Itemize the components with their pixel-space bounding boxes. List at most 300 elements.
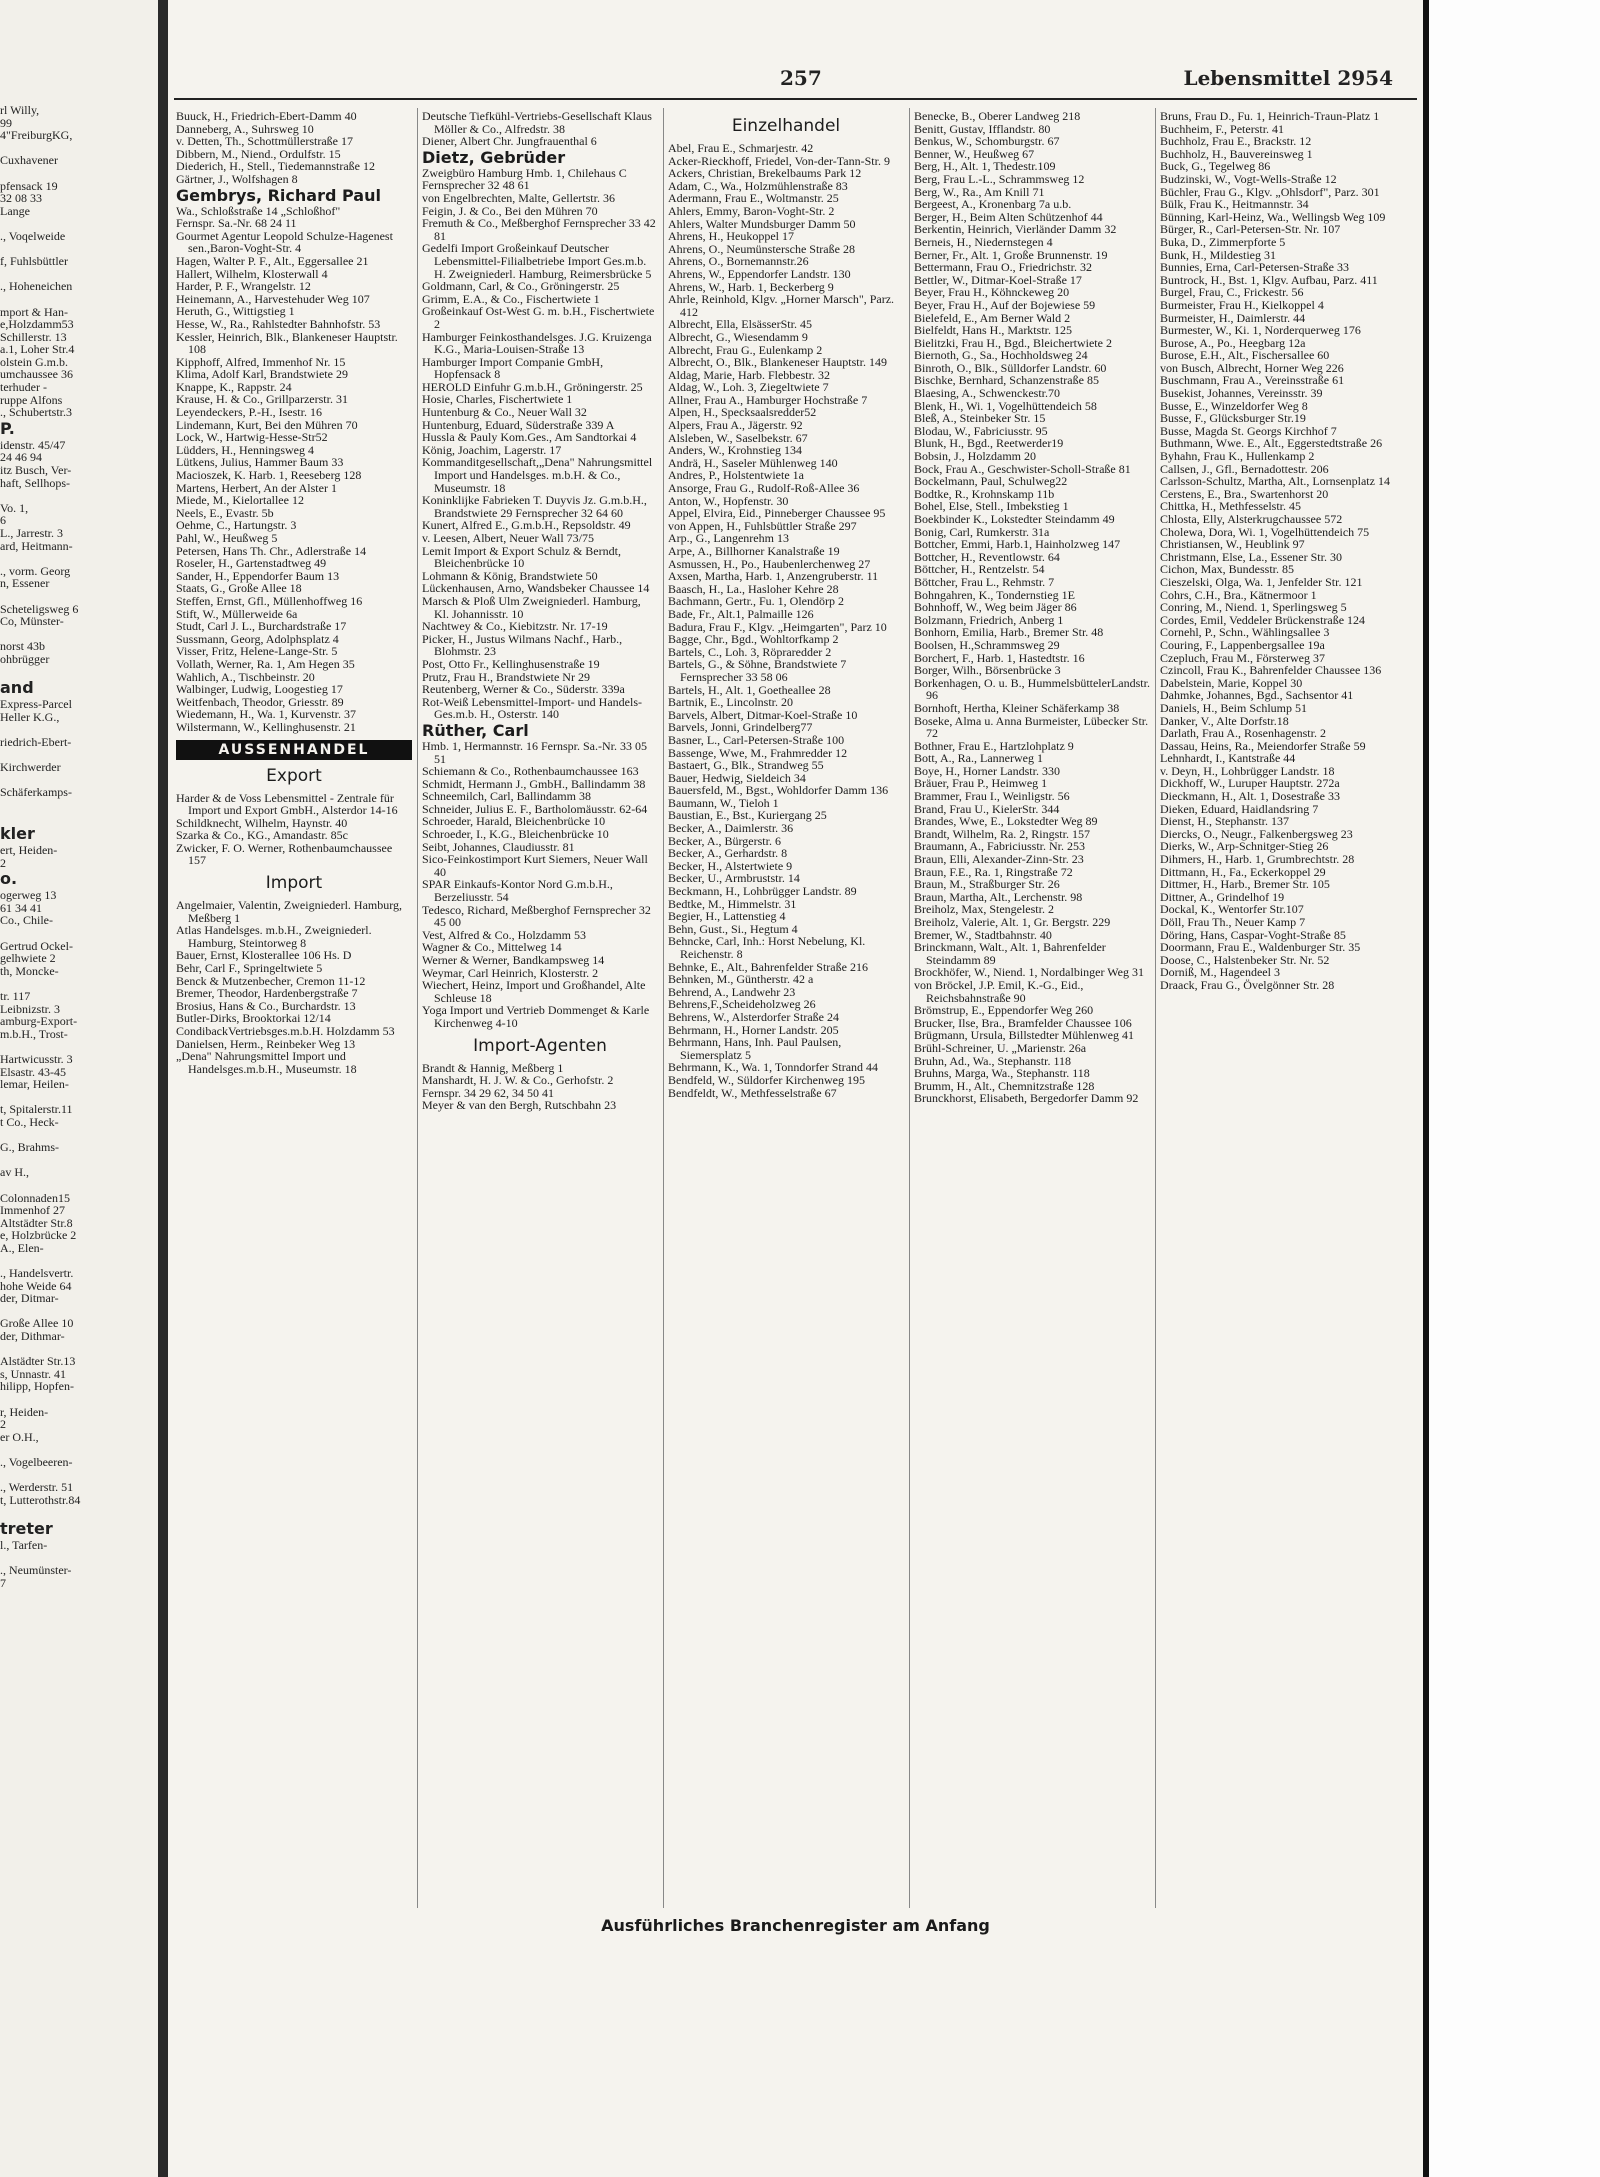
directory-entry: Harder, P. F., Wrangelstr. 12	[176, 279, 311, 294]
directory-entry: Bürger, R., Carl-Petersen-Str. Nr. 107	[1160, 222, 1341, 237]
directory-entry: Heinemann, A., Harvestehuder Weg 107	[176, 291, 370, 306]
left-page-line: Große Allee 10	[0, 1316, 74, 1331]
directory-entry: Draack, Frau G., Övelgönner Str. 28	[1160, 977, 1335, 992]
directory-entry: Allner, Frau A., Hamburger Hochstraße 7	[668, 392, 868, 407]
column-3	[668, 110, 904, 1910]
left-page-line: ., Schubertstr.3	[0, 405, 72, 420]
left-page-line: A., Elen-	[0, 1240, 44, 1255]
directory-entry: Wagner & Co., Mittelweg 14	[422, 940, 562, 955]
left-page-line: norst 43b	[0, 639, 45, 654]
left-page-line: olstein G.m.b.	[0, 354, 68, 369]
directory-entry: Post, Otto Fr., Kellinghusenstraße 19	[422, 656, 600, 671]
directory-entry: Hussla & Pauly Kom.Ges., Am Sandtorkai 4	[422, 430, 637, 445]
directory-entry: Hagen, Walter P. F., Alt., Eggersallee 21	[176, 253, 369, 268]
directory-entry: Kipphoff, Alfred, Immenhof Nr. 15	[176, 354, 346, 369]
left-page-line: 32 08 33	[0, 191, 42, 206]
left-page-line: ., Neumünster-	[0, 1563, 72, 1578]
directory-entry: Blenk, H., Wi. 1, Vogelhüttendeich 58	[914, 398, 1097, 413]
directory-entry: Bergeest, A., Kronenbarg 7a u.b.	[914, 197, 1072, 212]
left-page-line: a.1, Loher Str.4	[0, 342, 75, 357]
directory-entry: Behrens, W., Alsterdorfer Straße 24	[668, 1009, 839, 1024]
directory-entry: Christiansen, W., Heublink 97	[1160, 537, 1305, 552]
directory-entry: Brandt, Wilhelm, Ra. 2, Ringstr. 157	[914, 826, 1090, 841]
directory-entry: Benecke, B., Oberer Landweg 218	[914, 110, 1081, 123]
directory-entry: Walbinger, Ludwig, Loogestieg 17	[176, 682, 343, 697]
directory-entry: Marsch & Ploß Ulm Zweigniederl. Hamburg, Kl. Johannisstr. 10	[422, 593, 641, 621]
directory-entry: Daniels, H., Beim Schlump 51	[1160, 700, 1307, 715]
directory-entry: Schmidt, Hermann J., GmbH., Ballindamm 38	[422, 776, 646, 791]
directory-entry: Wiedemann, H., Wa. 1, Kurvenstr. 37	[176, 707, 356, 722]
directory-entry: Christmann, Else, La., Essener Str. 30	[1160, 549, 1342, 564]
directory-entry: Hamburger Import Companie GmbH, Hopfensack 8	[422, 354, 604, 382]
directory-entry: Bielitzki, Frau H., Bgd., Bleichertwiete 2	[914, 335, 1112, 350]
left-page-line: amburg-Export-	[0, 1014, 78, 1029]
directory-entry: Asmussen, H., Po., Haubenlerchenweg 27	[668, 556, 871, 571]
left-page-line: t, Lutterothstr.84	[0, 1492, 81, 1507]
left-page-line: 7	[0, 1575, 6, 1590]
left-page-line: ruppe Alfons	[0, 392, 63, 407]
directory-entry: Becker, A., Bürgerstr. 6	[668, 833, 781, 848]
left-page-line	[0, 799, 156, 812]
directory-entry: Behnke, E., Alt., Bahrenfelder Straße 216	[668, 959, 868, 974]
directory-entry: Dahmke, Johannes, Bgd., Sachsentor 41	[1160, 688, 1354, 703]
directory-entry: Blaesing, A., Schwenckestr.70	[914, 386, 1060, 401]
directory-entry: Berg, W., Ra., Am Knill 71	[914, 184, 1045, 199]
left-page-line: terhuder -	[0, 380, 47, 395]
directory-entry: Hallert, Wilhelm, Klosterwall 4	[176, 266, 328, 281]
directory-entry: Berkentin, Heinrich, Vierländer Damm 32	[914, 222, 1117, 237]
left-page-line	[0, 167, 156, 180]
directory-entry: Ahlers, Walter Mundsburger Damm 50	[668, 216, 856, 231]
directory-entry: Breiholz, Valerie, Alt. 1, Gr. Bergstr. 229	[914, 915, 1111, 929]
directory-entry: Acker-Rieckhoff, Friedel, Von-der-Tann-Str. 9	[668, 153, 890, 168]
left-page-line: riedrich-Ebert-	[0, 734, 72, 749]
directory-entry: Boye, H., Horner Landstr. 330	[914, 763, 1060, 778]
directory-entry: Busse, E., Winzeldorfer Weg 8	[1160, 398, 1308, 413]
directory-entry: Bade, Fr., Alt.1, Palmaille 126	[668, 606, 814, 621]
directory-entry: Angelmaier, Valentin, Zweigniederl. Hamburg, Meßberg 1	[176, 898, 403, 925]
directory-entry: Wa., Schloßstraße 14 „Schloßhof"	[176, 203, 341, 218]
directory-entry: Baumann, W., Tieloh 1	[668, 795, 779, 810]
directory-entry: Dittner, A., Grindelhof 19	[1160, 889, 1285, 904]
directory-entry: Brunckhorst, Elisabeth, Bergedorfer Damm 92	[914, 1091, 1139, 1106]
directory-entry: Lückenhausen, Arno, Wandsbeker Chaussee 14	[422, 581, 650, 596]
directory-entry: Bendfeldt, W., Methfesselstraße 67	[668, 1085, 837, 1100]
left-page-line: f, Fuhlsbüttler	[0, 254, 68, 269]
directory-entry: Bohel, Else, Stell., Imbekstieg 1	[914, 499, 1069, 514]
directory-entry: Martens, Herbert, An der Alster 1	[176, 480, 337, 495]
directory-entry: Bauer, Ernst, Klosterallee 106 Hs. D	[176, 948, 352, 963]
directory-entry: Braun, M., Straßburger Str. 26	[914, 877, 1060, 892]
directory-entry: Ansorge, Frau G., Rudolf-Roß-Allee 36	[668, 481, 860, 496]
directory-entry: Kommanditgesellschaft,„Dena" Nahrungsmittel Import und Handelsges. m.b.H. & Co., Museumstr. 18	[422, 455, 653, 495]
left-page-line: Elsastr. 43-45	[0, 1064, 66, 1079]
column-4	[914, 110, 1150, 1910]
directory-entry: Huntenburg, Eduard, Süderstraße 339 A	[422, 417, 615, 432]
left-page-line: e, Holzbrücke 2	[0, 1228, 77, 1243]
directory-entry: Gärtner, J., Wolfshagen 8	[176, 171, 298, 186]
directory-entry: Vest, Alfred & Co., Holzdamm 53	[422, 927, 586, 942]
directory-entry: Busse, F., Glücksburger Str.19	[1160, 411, 1306, 426]
directory-entry: Wiechert, Heinz, Import und Großhandel, Alte Schleuse 18	[422, 978, 646, 1005]
directory-entry: Benkus, W., Schomburgstr. 67	[914, 134, 1060, 149]
directory-entry: Schildknecht, Wilhelm, Haynstr. 40	[176, 815, 348, 830]
left-page-line: 61 34 41	[0, 900, 42, 915]
directory-entry: CondibackVertriebsges.m.b.H. Holzdamm 53	[176, 1024, 395, 1038]
left-page-line: rl Willy,	[0, 104, 40, 117]
directory-entry: Cieszelski, Olga, Wa. 1, Jenfelder Str. 121	[1160, 574, 1363, 589]
left-page-fragment	[0, 0, 158, 2177]
directory-entry: Lütkens, Julius, Hammer Baum 33	[176, 455, 344, 470]
directory-entry: v. Detten, Th., Schottmüllerstraße 17	[176, 134, 353, 149]
directory-entry: Behrend, A., Landwehr 23	[668, 984, 796, 999]
directory-entry: Cohrs, C.H., Bra., Kätnermoor 1	[1160, 587, 1317, 602]
directory-entry: Bleß, A., Steinbeker Str. 15	[914, 411, 1046, 426]
directory-entry: Bassenge, Wwe, M., Frahmredder 12	[668, 745, 848, 760]
directory-entry: Bremer, W., Stadtbahnstr. 40	[914, 927, 1052, 942]
directory-entry: Brucker, Ilse, Bra., Bramfelder Chaussee 106	[914, 1015, 1132, 1030]
header-rule	[174, 98, 1417, 100]
left-page-line: l., Tarfen-	[0, 1537, 48, 1552]
directory-entry: Begier, H., Lattenstieg 4	[668, 909, 786, 924]
directory-entry: Lehnhardt, I., Kantstraße 44	[1160, 751, 1296, 766]
directory-entry: Andrä, H., Saseler Mühlenweg 140	[668, 455, 838, 470]
directory-entry: Heruth, G., Wittigstieg 1	[176, 304, 295, 319]
directory-entry: Bettermann, Frau O., Friedrichstr. 32	[914, 260, 1092, 275]
directory-entry: Conring, M., Niend. 1, Sperlingsweg 5	[1160, 600, 1347, 615]
directory-entry: Burmester, W., Ki. 1, Norderquerweg 176	[1160, 323, 1361, 338]
left-page-line: m.b.H., Trost-	[0, 1026, 68, 1041]
directory-entry: Budzinski, W., Vogt-Wells-Straße 12	[1160, 171, 1337, 186]
directory-entry: Appel, Elvira, Eid., Pinneberger Chaussee 95	[668, 506, 886, 521]
directory-entry: Picker, H., Justus Wilmans Nachf., Harb., Blohmstr. 23	[422, 631, 623, 659]
directory-entry: Chittka, H., Methfesselstr. 45	[1160, 499, 1301, 514]
directory-entry: Bartels, C., Loh. 3, Röpraredder 2	[668, 644, 832, 659]
directory-entry: Bohnhoff, W., Weg beim Jäger 86	[914, 600, 1077, 615]
directory-entry: von Appen, H., Fuhlsbüttler Straße 297	[668, 518, 857, 533]
directory-entry: Aldag, Marie, Harb. Flebbestr. 32	[668, 367, 830, 382]
page-number: 257	[780, 66, 822, 90]
directory-entry: Berneis, H., Niedernstegen 4	[914, 234, 1053, 249]
directory-entry: Kessler, Heinrich, Blk., Blankeneser Hauptstr. 108	[176, 329, 398, 357]
left-page-line: Kirchwerder	[0, 760, 61, 775]
directory-entry: Bunk, H., Mildestieg 31	[1160, 247, 1276, 262]
directory-entry: Behnken, M., Güntherstr. 42 a	[668, 972, 814, 987]
left-page-line: Express-Parcel	[0, 697, 72, 712]
directory-entry: Cordes, Emil, Veddeler Brückenstraße 124	[1160, 612, 1366, 627]
directory-entry: Tedesco, Richard, Meßberghof Fernsprecher 32 45 00	[422, 902, 651, 930]
directory-entry: Schneemilch, Carl, Ballindamm 38	[422, 789, 591, 804]
directory-entry: Fernspr. Sa.-Nr. 68 24 11	[176, 216, 297, 231]
directory-entry: Becker, U., Armbruststr. 14	[668, 871, 800, 886]
directory-entry: Anders, W., Krohnstieg 134	[668, 443, 802, 458]
directory-entry: Sander, H., Eppendorfer Baum 13	[176, 568, 340, 583]
directory-entry: Brand, Frau U., KielerStr. 344	[914, 801, 1060, 816]
directory-entry: Cornehl, P., Schn., Wählingsallee 3	[1160, 625, 1330, 640]
directory-entry: Bünning, Karl-Heinz, Wa., Wellingsb Weg 109	[1160, 209, 1386, 224]
directory-entry: Bagge, Chr., Bgd., Wohltorfkamp 2	[668, 632, 839, 647]
directory-entry: Chlosta, Elly, Alsterkrugchaussee 572	[1160, 512, 1343, 526]
directory-entry: Buchheim, F., Peterstr. 41	[1160, 121, 1285, 136]
directory-entry: Brinckmann, Walt., Alt. 1, Bahrenfelder Steindamm 89	[914, 940, 1106, 967]
directory-entry: Deutsche Tiefkühl-Vertriebs-Gesellschaft Klaus Möller & Co., Alfredstr. 38	[422, 110, 652, 136]
directory-entry: von Busch, Albrecht, Horner Weg 226	[1160, 360, 1344, 375]
directory-entry: Prutz, Frau H., Brandstwiete Nr 29	[422, 669, 590, 684]
directory-entry: Ahrens, W., Harb. 1, Beckerberg 9	[668, 279, 834, 294]
directory-entry: Dieken, Eduard, Haidlandsring 7	[1160, 801, 1319, 816]
left-page-line: pfensack 19	[0, 178, 58, 193]
directory-entry: Beyer, Frau H., Auf der Bojewiese 59	[914, 297, 1096, 312]
directory-entry: von Bröckel, J.P. Emil, K.-G., Eid., Reichsbahnstraße 90	[914, 977, 1084, 1005]
left-page-line: treter	[0, 1518, 53, 1538]
left-page-line: gelhwiete 2	[0, 951, 56, 966]
left-page-line: Heller K.G.,	[0, 709, 60, 724]
directory-entry: Nachtwey & Co., Kiebitzstr. Nr. 17-19	[422, 619, 608, 634]
directory-entry: Dihmers, H., Harb. 1, Grumbrechtstr. 28	[1160, 852, 1355, 867]
directory-entry: Barvels, Albert, Ditmar-Koel-Straße 10	[668, 707, 858, 722]
directory-entry: Bodtke, R., Krohnskamp 11b	[914, 486, 1055, 501]
left-page-line: ., Voqelweide	[0, 228, 66, 243]
left-page-line: ogerweg 13	[0, 888, 57, 903]
directory-entry: Behrens,F.,Scheideholzweg 26	[668, 997, 816, 1012]
directory-entry: Weymar, Carl Heinrich, Klosterstr. 2	[422, 965, 599, 980]
directory-entry: Badura, Frau F., Klgv. „Heimgarten", Parz 10	[668, 619, 887, 634]
directory-entry: Buchholz, Frau E., Brackstr. 12	[1160, 134, 1312, 149]
directory-entry: von Engelbrechten, Malte, Gellertstr. 36	[422, 190, 615, 205]
directory-entry: v. Deyn, H., Lohbrügger Landstr. 18	[1160, 763, 1335, 778]
directory-entry: Ahlers, Emmy, Baron-Voght-Str. 2	[668, 203, 835, 218]
directory-entry: Bottcher, Emmi, Harb.1, Hainholzweg 147	[914, 537, 1121, 552]
directory-entry: Bülk, Frau K., Heitmannstr. 34	[1160, 197, 1309, 212]
directory-entry: Harder & de Voss Lebensmittel - Zentrale für Import und Export GmbH., Alsterdor 14-16	[176, 790, 398, 818]
left-page-line: ., Werderstr. 51	[0, 1480, 74, 1495]
directory-entry: Oehme, C., Hartungstr. 3	[176, 518, 297, 533]
directory-entry: Braumann, A., Fabriciusstr. Nr. 253	[914, 839, 1085, 854]
directory-entry: Doormann, Frau E., Waldenburger Str. 35	[1160, 940, 1361, 955]
directory-entry: Burgel, Frau, C., Frickestr. 56	[1160, 285, 1304, 300]
directory-entry: Bielfeldt, Hans H., Marktstr. 125	[914, 323, 1072, 338]
directory-entry: Grimm, E.A., & Co., Fischertwiete 1	[422, 291, 600, 306]
left-page-line: ert, Heiden-	[0, 843, 58, 858]
directory-entry: Brömstrup, E., Eppendorfer Weg 260	[914, 1003, 1094, 1018]
directory-entry: Borger, Wilh., Börsenbrücke 3	[914, 663, 1061, 678]
directory-entry: Bedtke, M., Himmelstr. 31	[668, 896, 797, 911]
section-heading: Import	[265, 873, 323, 894]
directory-entry: Anton, W., Hopfenstr. 30	[668, 493, 789, 508]
directory-entry: Hmb. 1, Hermannstr. 16 Fernspr. Sa.-Nr. 33 05 51	[422, 738, 647, 766]
directory-entry: Bottcher, H., Reventlowstr. 64	[914, 549, 1060, 564]
directory-entry: Albrecht, Frau G., Eulenkamp 2	[668, 342, 823, 357]
directory-entry: Pahl, W., Heußweg 5	[176, 531, 278, 545]
directory-entry: Breiholz, Max, Stengelestr. 2	[914, 902, 1054, 917]
left-page-line	[0, 1506, 156, 1519]
directory-entry: Bastaert, G., Blk., Strandweg 55	[668, 758, 824, 773]
directory-entry: Meyer & van den Bergh, Rutschbahn 23	[422, 1098, 617, 1113]
directory-entry: Dierks, W., Arp-Schnitger-Stieg 26	[1160, 839, 1329, 854]
directory-entry: Burmeister, Frau H., Kielkoppel 4	[1160, 297, 1324, 312]
directory-entry: Bothner, Frau E., Hartzlohplatz 9	[914, 738, 1074, 753]
directory-entry: Koninklijke Fabrieken T. Duyvis Jz. G.m.b.H., Brandstwiete 29 Fernsprecher 32 64 60	[422, 493, 647, 520]
directory-entry: Andres, P., Holstentwiete 1a	[668, 468, 804, 483]
left-page-line: Schillerstr. 13	[0, 329, 67, 344]
directory-entry: Bettler, W., Ditmar-Koel-Straße 17	[914, 272, 1082, 287]
directory-entry: Barvels, Jonni, Grindelberg77	[668, 720, 813, 735]
directory-entry: Arpe, A., Billhorner Kanalstraße 19	[668, 544, 840, 558]
directory-entry: Burmeister, H., Daimlerstr. 44	[1160, 310, 1306, 325]
directory-entry: Rüther, Carl	[422, 720, 529, 740]
left-page-line: lemar, Heilen-	[0, 1077, 69, 1092]
directory-entry: Busse, Magda St. Georgs Kirchhof 7	[1160, 423, 1337, 438]
directory-entry: Burose, A., Po., Heegbarg 12a	[1160, 335, 1306, 350]
directory-entry: Fernsprecher 32 48 61	[422, 178, 530, 193]
directory-entry: Buthmann, Wwe. E., Alt., Eggerstedtstraße 26	[1160, 436, 1383, 451]
directory-entry: Miede, M., Kielortallee 12	[176, 493, 304, 508]
directory-entry: Gourmet Agentur Leopold Schulze-Hagenest sen.,Baron-Voght-Str. 4	[176, 228, 393, 256]
directory-entry: HEROLD Einfuhr G.m.b.H., Gröningerstr. 25	[422, 379, 643, 394]
directory-entry: Fremuth & Co., Meßberghof Fernsprecher 33 42 81	[422, 216, 656, 243]
directory-entry: Steffen, Ernst, Gfl., Müllenhoffweg 16	[176, 593, 363, 608]
left-page-line: hohe Weide 64	[0, 1278, 72, 1293]
left-page-line: hilipp, Hopfen-	[0, 1379, 74, 1394]
directory-entry: Arp., G., Langenrehm 13	[668, 531, 789, 546]
directory-entry: Axsen, Martha, Harb. 1, Anzengruberstr. 11	[668, 569, 879, 584]
directory-entry: Burose, E.H., Alt., Fischersallee 60	[1160, 348, 1330, 363]
directory-entry: Buck, G., Tegelweg 86	[1160, 159, 1271, 174]
directory-entry: Becker, A., Gerhardstr. 8	[668, 846, 788, 861]
directory-entry: Sico-Feinkostimport Kurt Siemers, Neuer Wall 40	[422, 852, 648, 879]
directory-entry: Dittmer, H., Harb., Bremer Str. 105	[1160, 877, 1330, 892]
directory-entry: Borkenhagen, O. u. B., HummelsbüttelerLandstr. 96	[914, 675, 1150, 703]
left-page-line	[0, 666, 156, 679]
left-page-line: 4"FreiburgKG,	[0, 128, 73, 143]
directory-entry: Albrecht, Ella, ElsässerStr. 45	[668, 317, 812, 332]
left-page-line: itz Busch, Ver-	[0, 463, 72, 478]
directory-entry: Dorniß, M., Hagendeel 3	[1160, 965, 1280, 980]
left-page-line: n, Essener	[0, 576, 50, 591]
page-edge	[1423, 0, 1600, 2177]
directory-entry: Benner, W., Heußweg 67	[914, 146, 1035, 161]
directory-entry: Dieckmann, H., Alt. 1, Dosestraße 33	[1160, 789, 1340, 804]
directory-entry: Cholewa, Dora, Wi. 1, Vogelhüttendeich 75	[1160, 524, 1370, 539]
left-page-line: umchaussee 36	[0, 367, 73, 382]
directory-entry: Döll, Frau Th., Neuer Kamp 7	[1160, 915, 1306, 929]
directory-entry: Ahrens, O., Neumünstersche Straße 28	[668, 241, 855, 256]
directory-entry: Danneberg, A., Suhrsweg 10	[176, 121, 314, 136]
directory-entry: Boolsen, H.,Schrammsweg 29	[914, 637, 1060, 652]
directory-entry: Benck & Mutzenbecher, Cremon 11-12	[176, 973, 366, 988]
directory-entry: Bischke, Bernhard, Schanzenstraße 85	[914, 373, 1099, 388]
directory-entry: Buschmann, Frau A., Vereinsstraße 61	[1160, 373, 1345, 388]
left-page-line: 2	[0, 1417, 6, 1432]
left-page-line	[0, 552, 156, 565]
directory-entry: Hosie, Charles, Fischertwiete 1	[422, 392, 573, 407]
directory-entry: Schiemann & Co., Rothenbaumchaussee 163	[422, 764, 639, 779]
directory-entry: Roseler, H., Gartenstadtweg 49	[176, 556, 327, 571]
directory-entry: Dickhoff, W., Luruper Hauptstr. 272a	[1160, 776, 1340, 791]
directory-entry: Diederich, H., Stell., Tiedemannstraße 12	[176, 159, 375, 174]
directory-entry: Beyer, Frau H., Köhnckeweg 20	[914, 285, 1070, 300]
directory-entry: Buchholz, H., Bauvereinsweg 1	[1160, 146, 1313, 161]
directory-entry: Brammer, Frau I., Weinligstr. 56	[914, 789, 1070, 804]
directory-entry: Diener, Albert Chr. Jungfrauenthal 6	[422, 134, 597, 149]
directory-entry: Busekist, Johannes, Vereinsstr. 39	[1160, 386, 1323, 401]
directory-entry: Klima, Adolf Karl, Brandstwiete 29	[176, 367, 348, 382]
directory-entry: Blodau, W., Fabriciusstr. 95	[914, 423, 1048, 438]
directory-entry: Adermann, Frau E., Woltmanstr. 25	[668, 191, 839, 206]
directory-entry: Brandes, Wwe, E., Lokstedter Weg 89	[914, 814, 1098, 829]
directory-entry: Boekbinder K., Lokstedter Steindamm 49	[914, 512, 1115, 526]
left-page-line: Altstädter Str.8	[0, 1215, 73, 1230]
directory-entry: Butler-Dirks, Brooktorkai 12/14	[176, 1011, 331, 1026]
directory-entry: Döring, Hans, Caspar-Voght-Straße 85	[1160, 927, 1346, 942]
directory-entry: Hamburger Feinkosthandelsges. J.G. Kruizenga K.G., Maria-Louisen-Straße 13	[422, 329, 652, 357]
left-page-line	[0, 489, 156, 502]
column-divider	[663, 108, 664, 1908]
directory-entry: Kunert, Alfred E., G.m.b.H., Repsoldstr. 49	[422, 518, 631, 533]
left-page-line: der, Ditmar-	[0, 1291, 59, 1306]
directory-entry: Werner & Werner, Bandkampsweg 14	[422, 953, 605, 967]
directory-entry: Danielsen, Herm., Reinbeker Weg 13	[176, 1036, 356, 1051]
directory-entry: Blunk, H., Bgd., Reetwerder19	[914, 436, 1064, 451]
directory-entry: Behrmann, K., Wa. 1, Tonndorfer Strand 44	[668, 1060, 879, 1075]
directory-entry: Bielefeld, E., Am Berner Wald 2	[914, 310, 1071, 325]
directory-entry: Byhahn, Frau K., Hullenkamp 2	[1160, 449, 1315, 464]
directory-entry: Böttcher, Frau L., Rehmstr. 7	[914, 574, 1055, 589]
directory-entry: Behr, Carl F., Springeltwiete 5	[176, 961, 323, 976]
directory-entry: Schneider, Julius E. F., Bartholomäusstr. 62-64	[422, 801, 648, 816]
directory-entry: Alpers, Frau A., Jägerstr. 92	[668, 418, 803, 433]
directory-entry: Bonhorn, Emilia, Harb., Bremer Str. 48	[914, 625, 1104, 640]
directory-entry: Bockelmann, Paul, Schulweg22	[914, 474, 1068, 489]
directory-entry: Cerstens, E., Bra., Swartenhorst 20	[1160, 486, 1329, 501]
directory-entry: Dienst, H., Stephanstr. 137	[1160, 814, 1289, 829]
directory-entry: Neels, E., Evastr. 5b	[176, 505, 274, 520]
directory-entry: Basner, L., Carl-Petersen-Straße 100	[668, 732, 845, 747]
directory-entry: Lindemann, Kurt, Bei den Mühren 70	[176, 417, 358, 432]
directory-entry: Seibt, Johannes, Claudiusstr. 81	[422, 839, 575, 854]
directory-entry: Großeinkauf Ost-West G. m. b.H., Fischertwiete 2	[422, 304, 655, 331]
left-page-line: o.	[0, 869, 18, 889]
directory-entry: Abel, Frau E., Schmarjestr. 42	[668, 141, 814, 155]
directory-entry: Berg, Frau L.-L., Schrammsweg 12	[914, 171, 1085, 186]
left-page-line: r, Heiden-	[0, 1404, 49, 1419]
directory-entry: Huntenburg & Co., Neuer Wall 32	[422, 405, 587, 420]
left-page-line: Hartwicusstr. 3	[0, 1051, 73, 1066]
directory-entry: Alsleben, W., Saselbekstr. 67	[668, 430, 808, 445]
directory-entry: Reutenberg, Werner & Co., Süderstr. 339a	[422, 682, 625, 697]
left-page-line	[0, 927, 156, 940]
left-page-line: kler	[0, 824, 35, 844]
directory-entry: Weitfenbach, Theodor, Griesstr. 89	[176, 694, 344, 709]
left-page-line: 2	[0, 855, 6, 870]
left-page-line: Co, Münster-	[0, 614, 64, 629]
column-divider	[909, 108, 910, 1908]
directory-entry: Czincoll, Frau K., Bahrenfelder Chaussee 136	[1160, 663, 1382, 678]
left-page-line	[0, 293, 156, 306]
directory-entry: Vollath, Werner, Ra. 1, Am Hegen 35	[176, 656, 355, 671]
section-heading: Export	[266, 765, 322, 786]
directory-entry: Albrecht, G., Wiesendamm 9	[668, 329, 808, 344]
directory-entry: Bruns, Frau D., Fu. 1, Heinrich-Traun-Platz 1	[1160, 110, 1380, 123]
directory-entry: Buka, D., Zimmerpforte 5	[1160, 234, 1286, 249]
directory-entry: Dassau, Heins, Ra., Meiendorfer Straße 59	[1160, 738, 1366, 753]
left-page-line: ard, Heitmann-	[0, 538, 73, 553]
directory-entry: Brumm, H., Alt., Chemnitzstraße 128	[914, 1078, 1095, 1093]
directory-entry: Boseke, Alma u. Anna Burmeister, Lübecker Str. 72	[914, 713, 1149, 741]
directory-entry: Adam, C., Wa., Holzmühlenstraße 83	[668, 178, 848, 193]
directory-entry: Bunnies, Erna, Carl-Petersen-Straße 33	[1160, 260, 1349, 275]
directory-entry: Lohmann & König, Brandstwiete 50	[422, 568, 598, 583]
